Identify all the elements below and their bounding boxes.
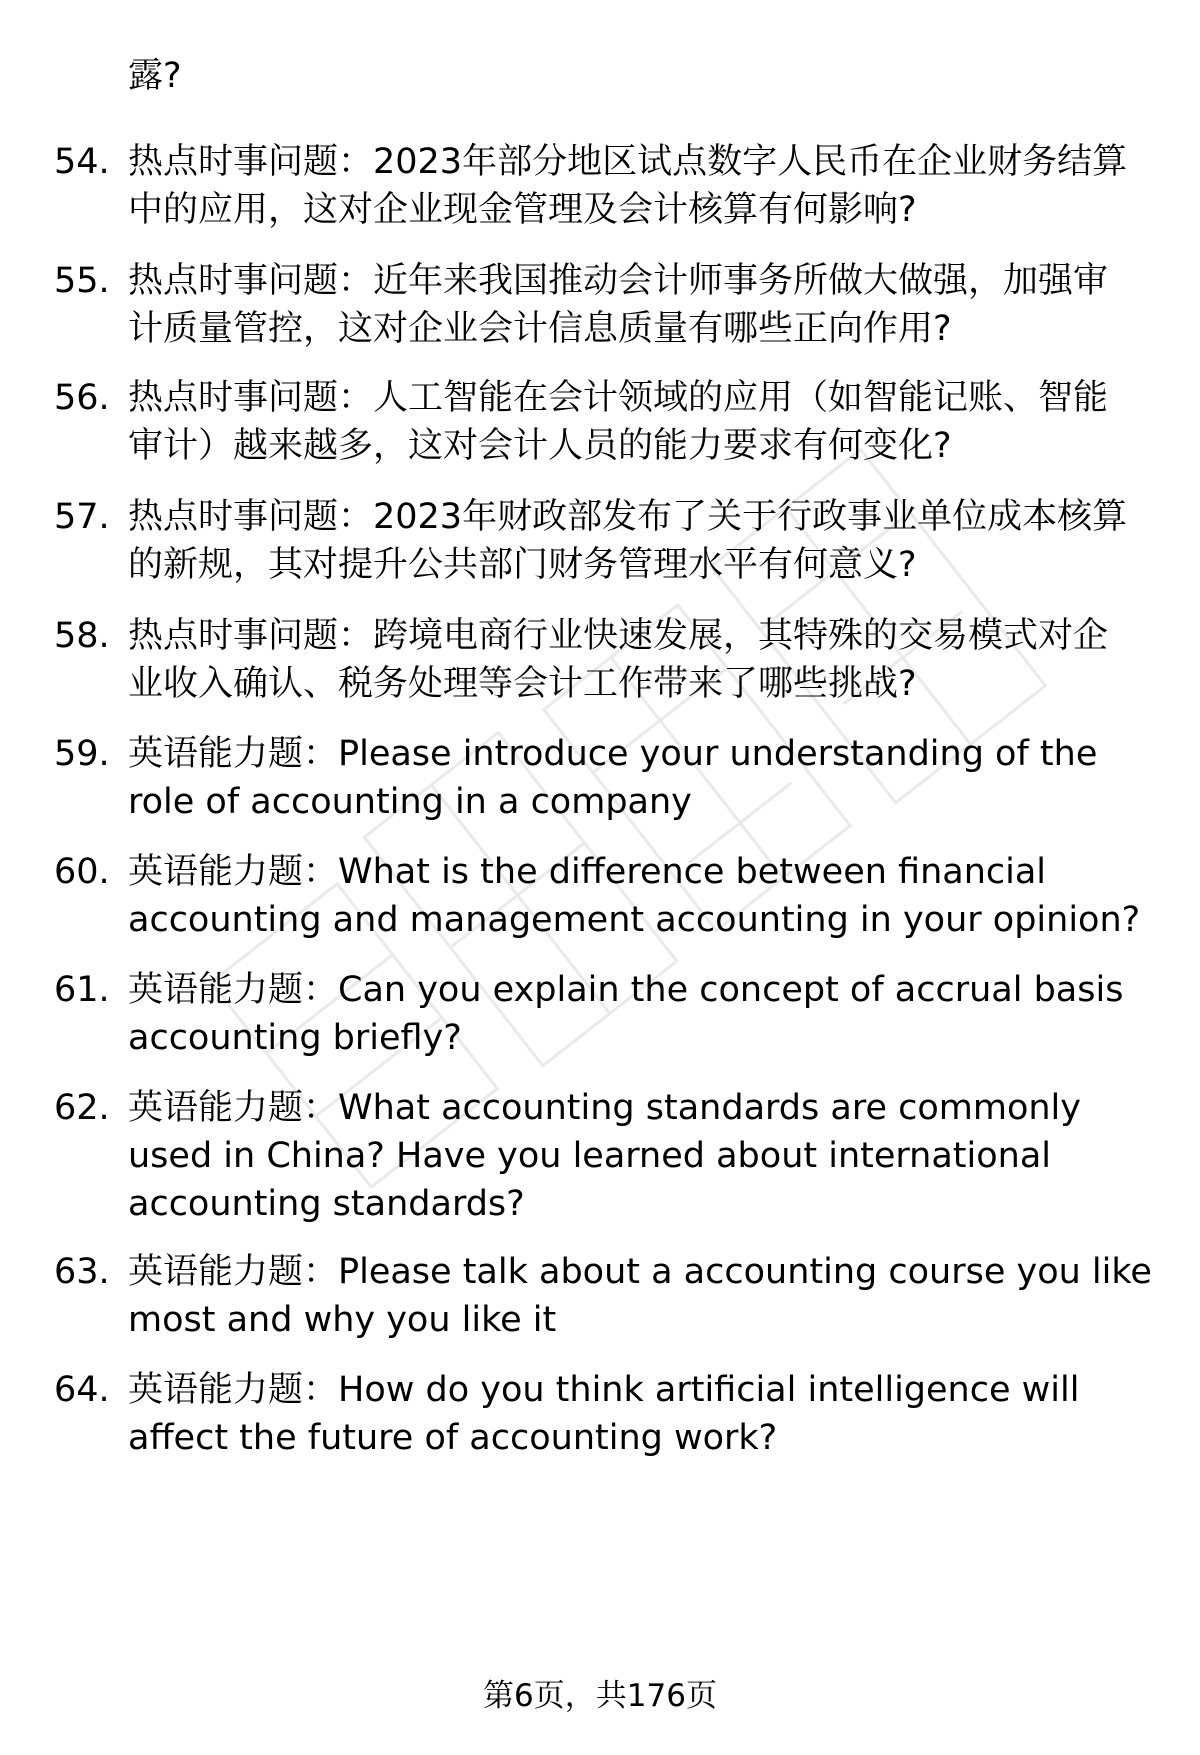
question-text: [128, 493, 1158, 589]
question-line: accounting briefly?: [128, 1018, 462, 1058]
question-line: accounting standards?: [128, 1184, 525, 1224]
question-number: 55.: [54, 261, 110, 301]
question-text: [128, 374, 1158, 470]
question-line: 英语能力题：Can you explain the concept of accrual basis: [128, 970, 1124, 1010]
question-number: 60.: [54, 852, 110, 892]
question-text: [128, 138, 1158, 234]
question-line: 英语能力题：Please talk about a accounting course you like: [128, 1252, 1152, 1292]
question-number: 61.: [54, 970, 110, 1010]
question-line: used in China? Have you learned about international: [128, 1136, 1052, 1176]
question-line: 业收入确认、税务处理等会计工作带来了哪些挑战?: [128, 664, 917, 704]
question-text: [128, 966, 1158, 1062]
question-line: 审计）越来越多，这对会计人员的能力要求有何变化?: [128, 426, 952, 466]
question-line: role of accounting in a company: [128, 782, 692, 822]
question-line: 英语能力题：Please introduce your understanding of the: [128, 734, 1098, 774]
question-text: [128, 1248, 1158, 1344]
question-number: 64.: [54, 1370, 110, 1410]
question-line: 英语能力题：How do you think artificial intelligence will: [128, 1370, 1080, 1410]
question-number: 62.: [54, 1088, 110, 1128]
question-text: [128, 612, 1158, 708]
question-text: [128, 848, 1158, 944]
continuation-text: 露?: [128, 56, 182, 96]
question-line: 英语能力题：What is the difference between financial: [128, 852, 1047, 892]
question-line: affect the future of accounting work?: [128, 1418, 778, 1458]
question-number: 54.: [54, 142, 110, 182]
question-number: 57.: [54, 497, 110, 537]
question-line: 英语能力题：What accounting standards are commonly: [128, 1088, 1081, 1128]
question-line: 的新规，其对提升公共部门财务管理水平有何意义?: [128, 545, 917, 585]
question-number: 58.: [54, 616, 110, 656]
question-text: [128, 1366, 1158, 1462]
question-number: 59.: [54, 734, 110, 774]
question-text: [128, 257, 1158, 353]
question-line: 热点时事问题：人工智能在会计领域的应用（如智能记账、智能: [128, 378, 1109, 418]
question-text: [128, 730, 1158, 826]
question-line: accounting and management accounting in your opinion?: [128, 900, 1141, 940]
question-line: 热点时事问题：近年来我国推动会计师事务所做大做强，加强审: [128, 261, 1109, 301]
question-line: 计质量管控，这对企业会计信息质量有哪些正向作用?: [128, 309, 952, 349]
question-line: 热点时事问题：2023年部分地区试点数字人民币在企业财务结算: [128, 142, 1128, 182]
question-line: 热点时事问题：2023年财政部发布了关于行政事业单位成本核算: [128, 497, 1128, 537]
question-line: 中的应用，这对企业现金管理及会计核算有何影响?: [128, 190, 917, 230]
question-line: 热点时事问题：跨境电商行业快速发展，其特殊的交易模式对企: [128, 616, 1109, 656]
question-line: most and why you like it: [128, 1300, 557, 1340]
question-number: 56.: [54, 378, 110, 418]
page-footer: 第6页，共176页: [483, 1678, 717, 1714]
question-text: [128, 1084, 1158, 1228]
question-number: 63.: [54, 1252, 110, 1292]
